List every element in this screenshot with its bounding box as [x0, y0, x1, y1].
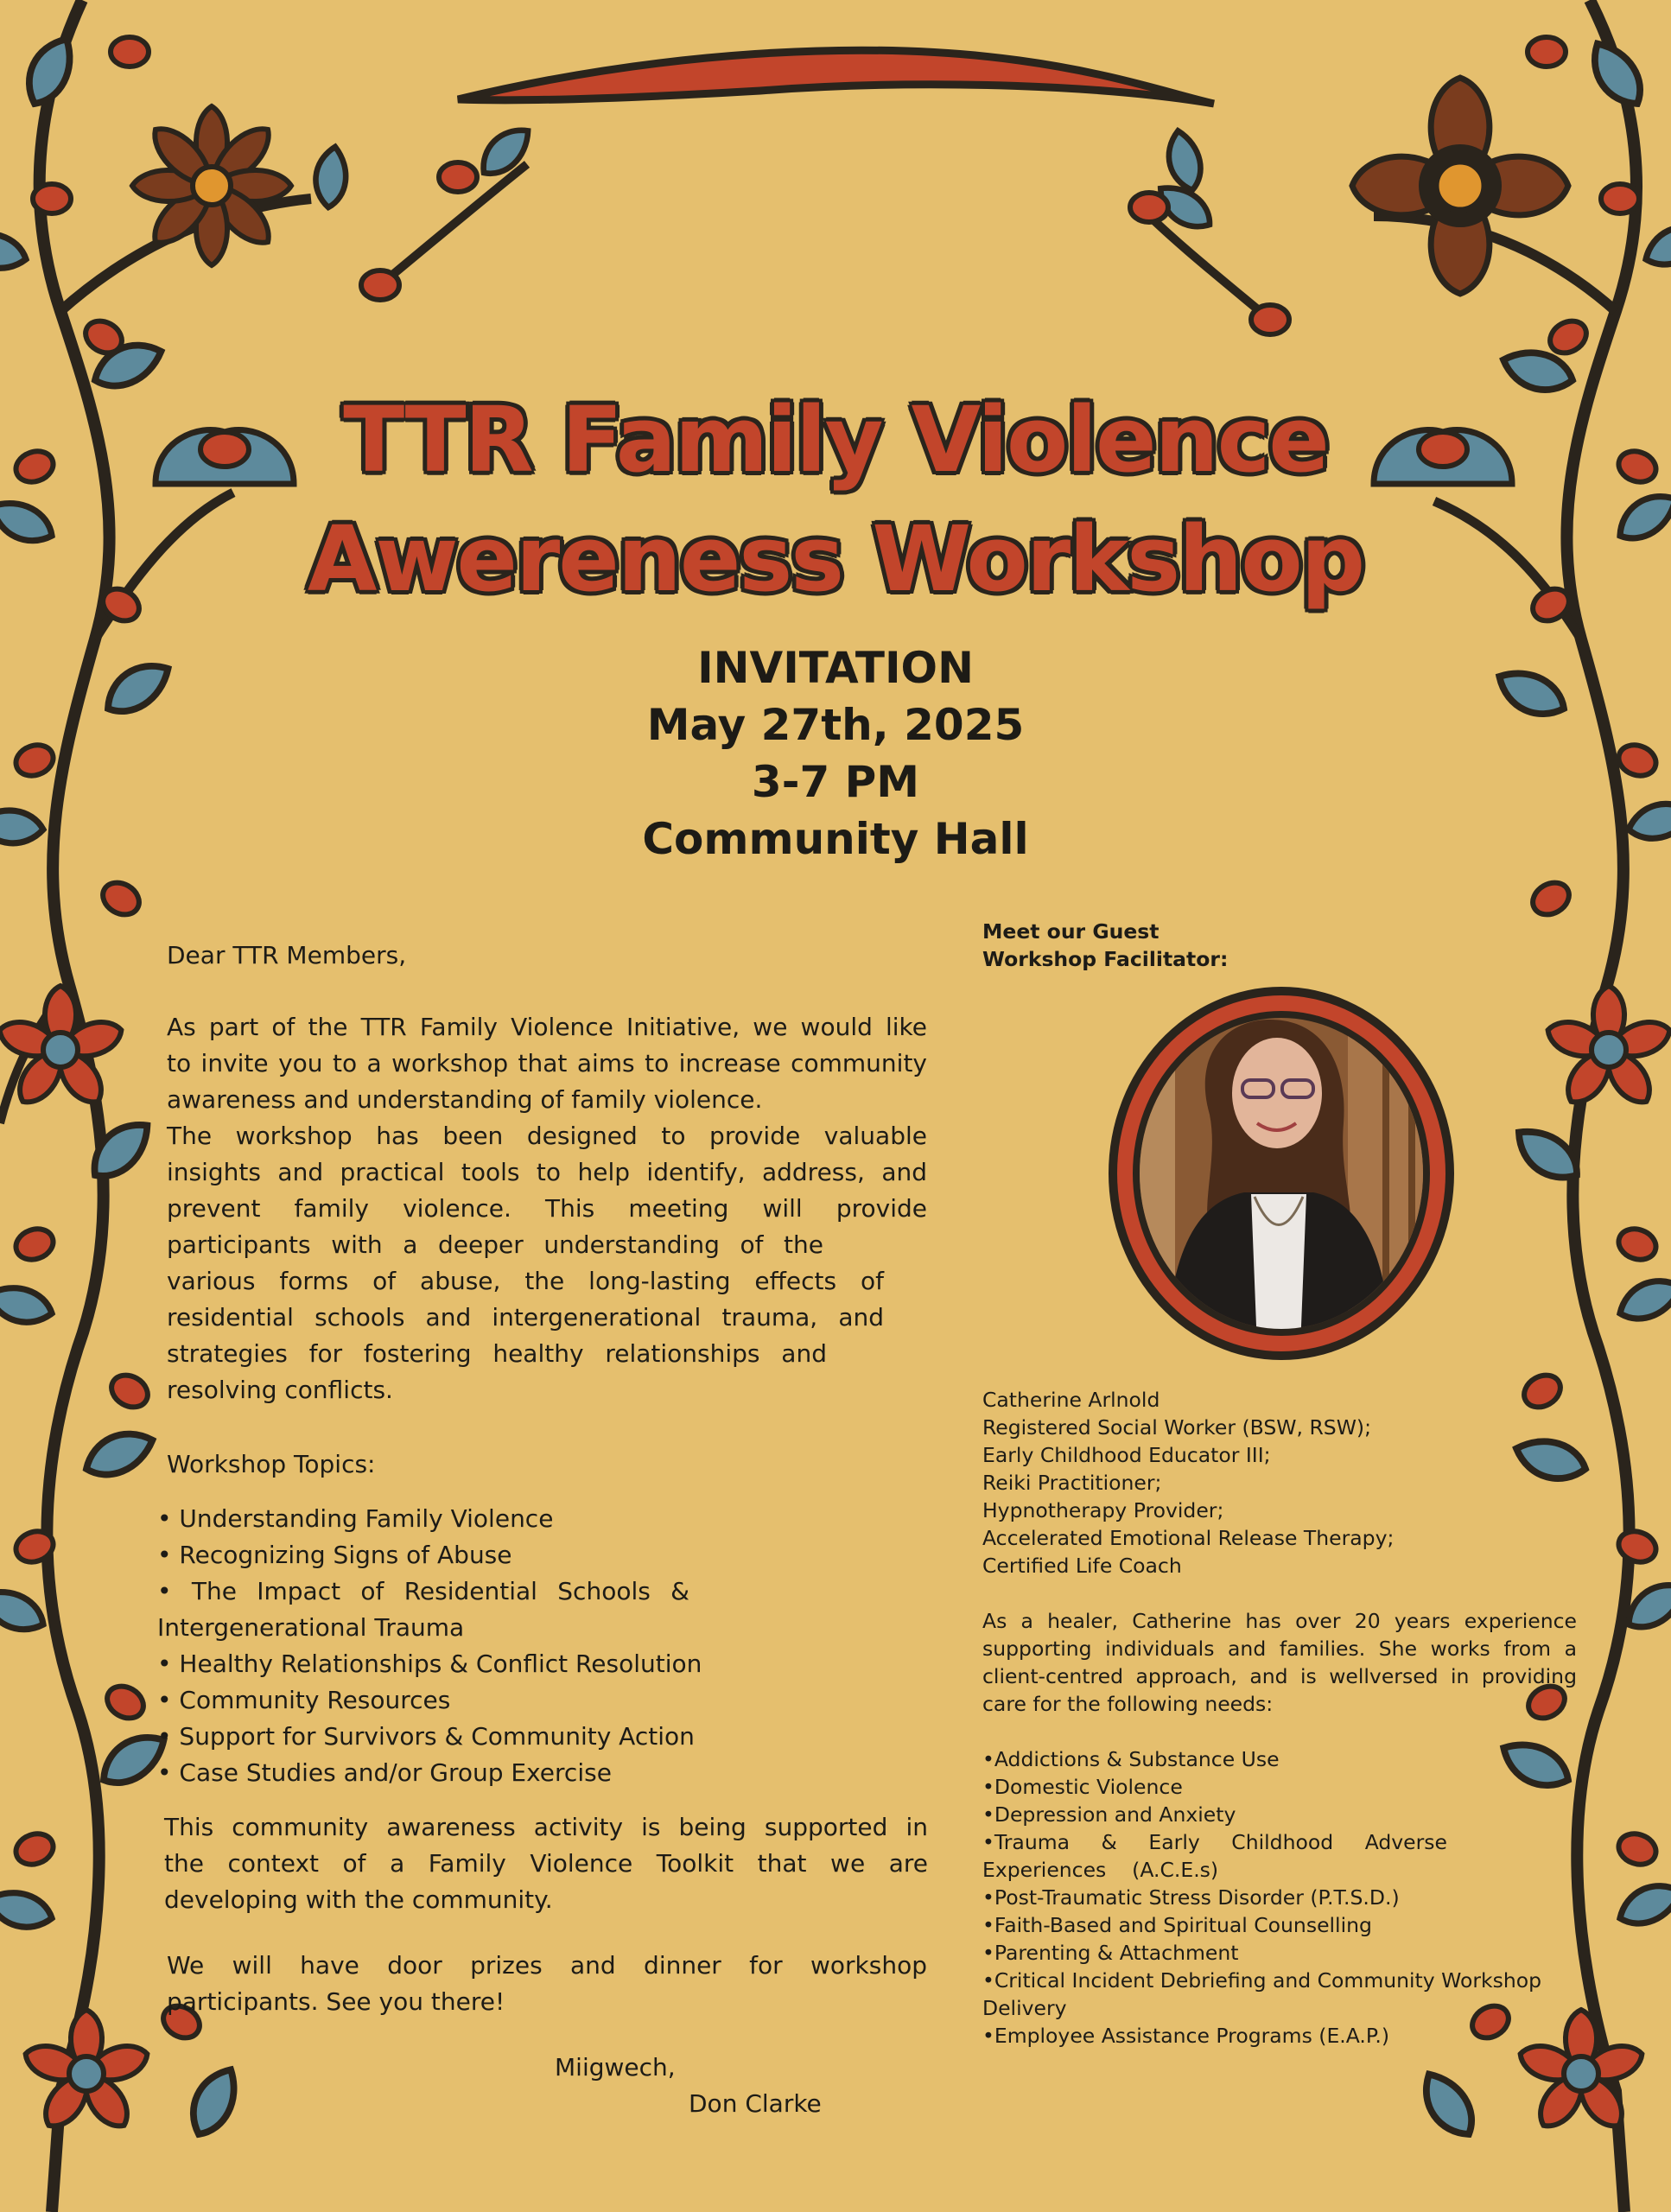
list-item: •Trauma & Early Childhood Adverse — [982, 1830, 1447, 1854]
flower-icon — [1543, 986, 1671, 1110]
flower-icon — [21, 2010, 152, 2134]
facilitator-credentials — [982, 1386, 1394, 1580]
flower-icon — [132, 106, 291, 265]
facilitator-heading-line: Workshop Facilitator: — [982, 947, 1229, 971]
bio-line: client-centred approach, and is wellversed in providing — [982, 1664, 1577, 1688]
paragraph-line: We will have door prizes and dinner for workshop — [167, 1951, 927, 1980]
paragraph-line: This community awareness activity is being supported in — [164, 1813, 928, 1841]
invitation-label: INVITATION — [697, 643, 974, 693]
paragraph-line: to invite you to a workshop that aims to increase community — [167, 1049, 927, 1077]
paragraph-line: prevent family violence. This meeting will provide — [167, 1194, 927, 1223]
closing: Miigwech, — [555, 2053, 676, 2082]
list-item: Delivery — [982, 1996, 1067, 2020]
list-item: •Parenting & Attachment — [982, 1941, 1239, 1965]
credential-line: Certified Life Coach — [982, 1554, 1182, 1578]
topics-list — [157, 1501, 710, 1791]
bio-line: care for the following needs: — [982, 1692, 1274, 1716]
paragraph-line: residential schools and intergenerational trauma, and — [167, 1303, 884, 1332]
signature: Don Clarke — [689, 2089, 822, 2118]
list-item: • Healthy Relationships & Conflict Resolution — [157, 1649, 702, 1678]
event-date: May 27th, 2025 — [646, 700, 1025, 750]
facilitator-name: Catherine Arlnold — [982, 1388, 1160, 1412]
facilitator-bio — [982, 1607, 1577, 1718]
paragraph-line: strategies for fostering healthy relationships and — [167, 1339, 827, 1368]
list-item: • Recognizing Signs of Abuse — [157, 1541, 512, 1569]
paragraph-line: the context of a Family Violence Toolkit that we are — [164, 1849, 928, 1878]
letter-paragraph-2 — [164, 1809, 928, 1918]
list-item: •Addictions & Substance Use — [982, 1747, 1280, 1771]
paragraph-line: As part of the TTR Family Violence Initiative, we would like — [167, 1013, 927, 1041]
list-item: •Employee Assistance Programs (E.A.P.) — [982, 2024, 1390, 2048]
list-item: Intergenerational Trauma — [157, 1613, 465, 1642]
event-time: 3-7 PM — [751, 757, 920, 807]
flower-icon — [0, 986, 126, 1110]
credential-line: Early Childhood Educator III; — [982, 1443, 1271, 1467]
facilitator-heading-line: Meet our Guest — [982, 919, 1160, 944]
credential-line: Reiki Practitioner; — [982, 1471, 1162, 1495]
list-item: • Support for Survivors & Community Action — [157, 1722, 695, 1751]
paragraph-line: The workshop has been designed to provide valuable — [167, 1122, 927, 1150]
list-item: • The Impact of Residential Schools & — [157, 1577, 689, 1605]
credential-line: Accelerated Emotional Release Therapy; — [982, 1526, 1395, 1550]
list-item: •Critical Incident Debriefing and Community Workshop — [982, 1968, 1542, 1993]
list-item: • Case Studies and/or Group Exercise — [157, 1758, 612, 1787]
event-location: Community Hall — [642, 814, 1029, 864]
event-details — [490, 639, 1181, 868]
letter-paragraph-3 — [167, 1948, 927, 2020]
workshop-title — [259, 380, 1412, 619]
list-item: • Understanding Family Violence — [157, 1504, 554, 1533]
paragraph-line: developing with the community. — [164, 1885, 553, 1914]
greeting: Dear TTR Members, — [167, 941, 407, 969]
paragraph-line: awareness and understanding of family violence. — [167, 1085, 763, 1114]
title-line-2: Awereness Workshop — [307, 506, 1364, 612]
paragraph-line: insights and practical tools to help identify, address, and — [167, 1158, 927, 1186]
list-item: Experiences (A.C.E.s) — [982, 1858, 1219, 1882]
bio-line: As a healer, Catherine has over 20 years experience — [982, 1609, 1577, 1633]
topics-heading: Workshop Topics: — [167, 1450, 376, 1478]
top-swoosh — [458, 50, 1214, 104]
list-item: • Community Resources — [157, 1686, 451, 1714]
bio-line: supporting individuals and families. She works from a — [982, 1637, 1577, 1661]
list-item: •Post-Traumatic Stress Disorder (P.T.S.D.) — [982, 1885, 1400, 1910]
credential-line: Hypnotherapy Provider; — [982, 1498, 1224, 1522]
list-item: •Domestic Violence — [982, 1775, 1183, 1799]
title-line-1: TTR Family Violence — [343, 387, 1328, 493]
facilitator-heading — [982, 918, 1228, 973]
letter-paragraph-1 — [167, 1009, 927, 1408]
paragraph-line: participants with a deeper understanding of the — [167, 1230, 823, 1259]
paragraph-line: participants. See you there! — [167, 1987, 505, 2016]
credential-line: Registered Social Worker (BSW, RSW); — [982, 1415, 1372, 1440]
facilitator-needs-list — [982, 1745, 1577, 2050]
list-item: •Depression and Anxiety — [982, 1802, 1236, 1827]
paragraph-line: resolving conflicts. — [167, 1376, 393, 1404]
list-item: •Faith-Based and Spiritual Counselling — [982, 1913, 1372, 1937]
paragraph-line: various forms of abuse, the long-lasting effects of — [167, 1267, 884, 1295]
